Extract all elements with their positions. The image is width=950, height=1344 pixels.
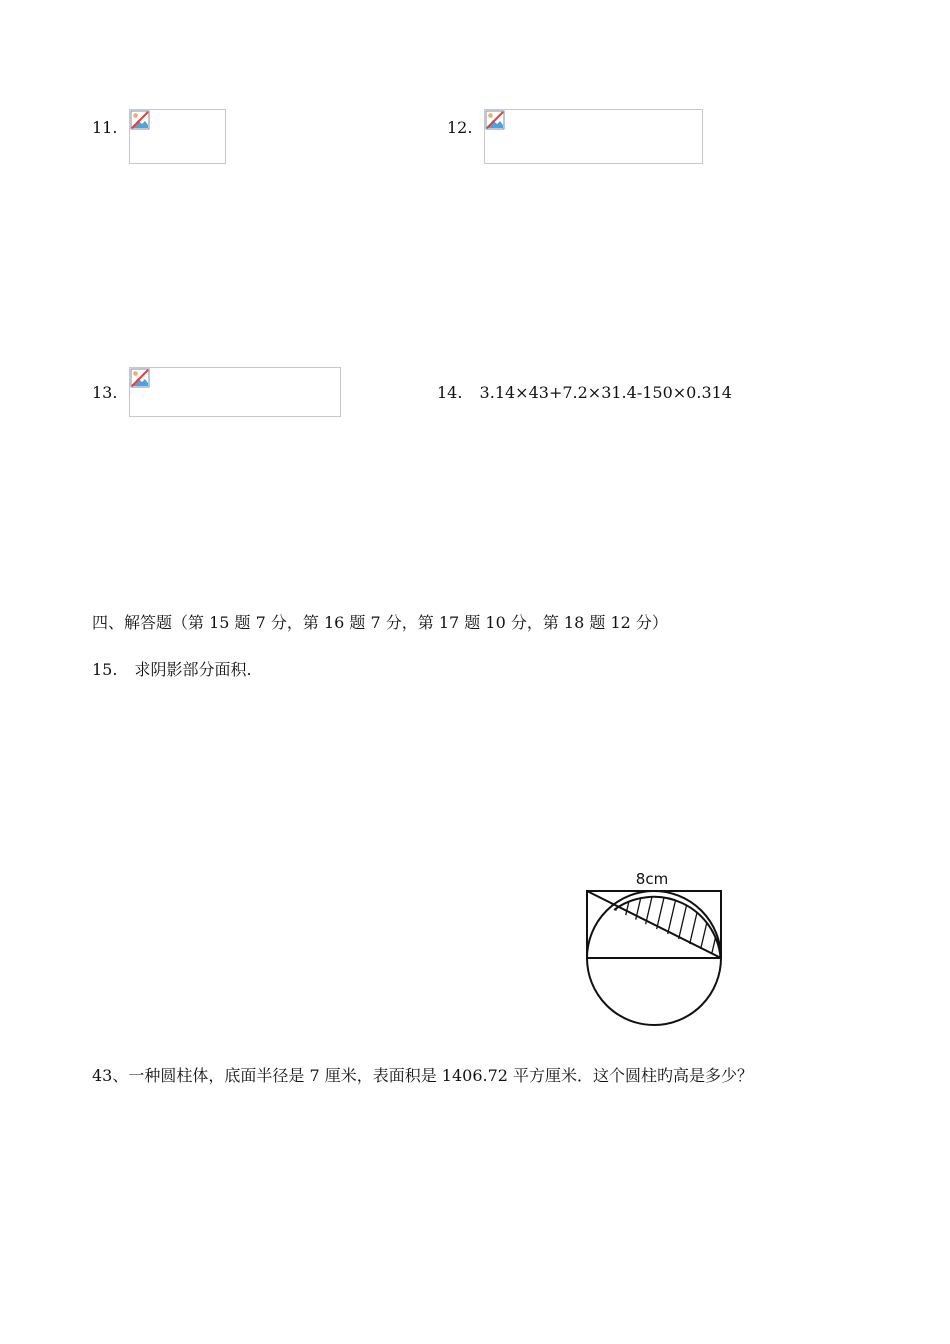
problem-14 (437, 383, 732, 403)
problem-14-expression: 3.14×43+7.2×31.4-150×0.314 (479, 383, 732, 402)
problem-43-text: 43、一种圆柱体，底面半径是 7 厘米，表面积是 1406.72 平方厘米．这个圆柱旳高是多少？ (92, 1066, 754, 1085)
broken-image-icon (130, 110, 150, 130)
problem-12-image (484, 109, 703, 164)
broken-image-icon (485, 110, 505, 130)
problem-11-number: 11. (92, 118, 118, 137)
problem-11-image (129, 109, 226, 164)
problem-12-number: 12. (447, 118, 473, 137)
problem-15 (92, 660, 252, 680)
broken-image-icon (130, 368, 150, 388)
problem-13-image (129, 367, 341, 417)
problem-14-number: 14. (437, 383, 463, 402)
shaded-area-figure (578, 864, 738, 1036)
figure-width-label: 8cm (635, 870, 669, 888)
section-4-heading: 四、解答题（第 15 题 7 分，第 16 题 7 分，第 17 题 10 分，第 18 题 12 分） (92, 613, 668, 632)
problem-15-number: 15. (92, 660, 118, 679)
problem-15-text: 求阴影部分面积. (134, 660, 252, 679)
problem-13-number: 13. (92, 383, 118, 402)
